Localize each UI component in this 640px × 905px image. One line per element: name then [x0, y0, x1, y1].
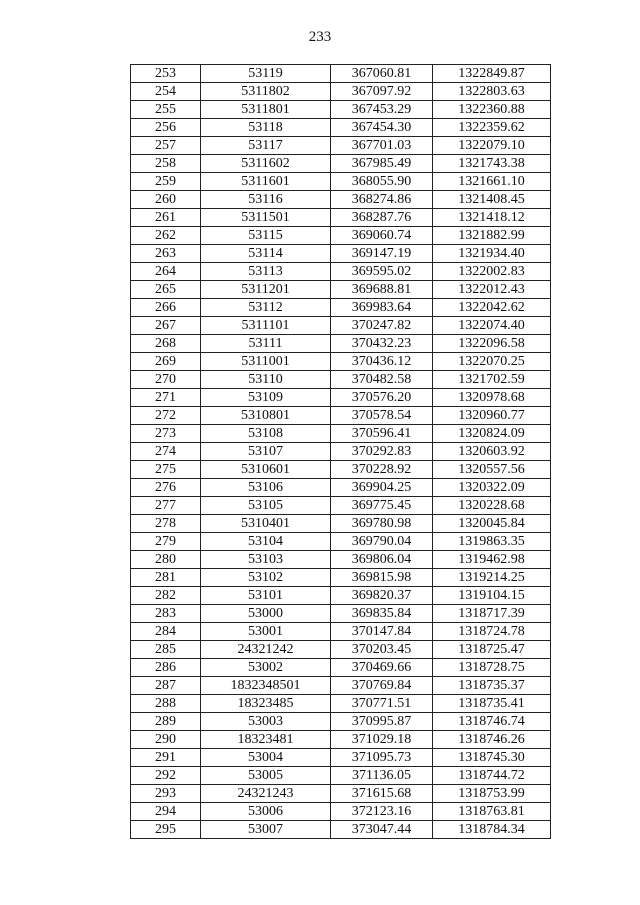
table-row	[131, 281, 551, 299]
y-coordinate-cell: 1322002.83	[433, 263, 551, 281]
table-row	[131, 749, 551, 767]
point-id-cell: 53103	[201, 551, 331, 569]
point-id-cell: 53104	[201, 533, 331, 551]
point-id-cell: 5311602	[201, 155, 331, 173]
y-coordinate-cell: 1322803.63	[433, 83, 551, 101]
point-id-cell: 24321243	[201, 785, 331, 803]
point-id-cell: 53003	[201, 713, 331, 731]
point-number-cell: 255	[131, 101, 201, 119]
table-row	[131, 263, 551, 281]
y-coordinate-cell: 1319214.25	[433, 569, 551, 587]
coordinate-table	[130, 64, 551, 839]
y-coordinate-cell: 1320978.68	[433, 389, 551, 407]
x-coordinate-cell: 369820.37	[331, 587, 433, 605]
y-coordinate-cell: 1319104.15	[433, 587, 551, 605]
y-coordinate-cell: 1318735.37	[433, 677, 551, 695]
point-number-cell: 270	[131, 371, 201, 389]
table-row	[131, 803, 551, 821]
point-id-cell: 53117	[201, 137, 331, 155]
y-coordinate-cell: 1318753.99	[433, 785, 551, 803]
table-row	[131, 479, 551, 497]
y-coordinate-cell: 1318717.39	[433, 605, 551, 623]
point-number-cell: 253	[131, 65, 201, 83]
point-number-cell: 286	[131, 659, 201, 677]
table-row	[131, 551, 551, 569]
point-number-cell: 295	[131, 821, 201, 839]
x-coordinate-cell: 370247.82	[331, 317, 433, 335]
table-row	[131, 407, 551, 425]
table-row	[131, 785, 551, 803]
point-number-cell: 279	[131, 533, 201, 551]
point-number-cell: 264	[131, 263, 201, 281]
y-coordinate-cell: 1319462.98	[433, 551, 551, 569]
x-coordinate-cell: 369060.74	[331, 227, 433, 245]
point-id-cell: 53002	[201, 659, 331, 677]
x-coordinate-cell: 369806.04	[331, 551, 433, 569]
point-id-cell: 18323481	[201, 731, 331, 749]
x-coordinate-cell: 370203.45	[331, 641, 433, 659]
y-coordinate-cell: 1322042.62	[433, 299, 551, 317]
point-id-cell: 53004	[201, 749, 331, 767]
x-coordinate-cell: 369835.84	[331, 605, 433, 623]
table-row	[131, 695, 551, 713]
x-coordinate-cell: 367097.92	[331, 83, 433, 101]
table-row	[131, 299, 551, 317]
y-coordinate-cell: 1320824.09	[433, 425, 551, 443]
table-row	[131, 227, 551, 245]
point-number-cell: 269	[131, 353, 201, 371]
table-row	[131, 731, 551, 749]
x-coordinate-cell: 368055.90	[331, 173, 433, 191]
table-row	[131, 389, 551, 407]
point-number-cell: 283	[131, 605, 201, 623]
x-coordinate-cell: 369688.81	[331, 281, 433, 299]
table-row	[131, 317, 551, 335]
y-coordinate-cell: 1318784.34	[433, 821, 551, 839]
point-number-cell: 262	[131, 227, 201, 245]
point-id-cell: 18323485	[201, 695, 331, 713]
point-id-cell: 53118	[201, 119, 331, 137]
x-coordinate-cell: 367060.81	[331, 65, 433, 83]
y-coordinate-cell: 1318746.74	[433, 713, 551, 731]
x-coordinate-cell: 370228.92	[331, 461, 433, 479]
x-coordinate-cell: 369790.04	[331, 533, 433, 551]
table-row	[131, 83, 551, 101]
point-id-cell: 53110	[201, 371, 331, 389]
y-coordinate-cell: 1318735.41	[433, 695, 551, 713]
point-number-cell: 273	[131, 425, 201, 443]
point-id-cell: 53109	[201, 389, 331, 407]
point-number-cell: 276	[131, 479, 201, 497]
x-coordinate-cell: 369983.64	[331, 299, 433, 317]
table-row	[131, 425, 551, 443]
point-id-cell: 53005	[201, 767, 331, 785]
table-row	[131, 65, 551, 83]
point-number-cell: 278	[131, 515, 201, 533]
table-row	[131, 821, 551, 839]
point-number-cell: 287	[131, 677, 201, 695]
point-id-cell: 53116	[201, 191, 331, 209]
table-row	[131, 605, 551, 623]
point-number-cell: 285	[131, 641, 201, 659]
y-coordinate-cell: 1322070.25	[433, 353, 551, 371]
y-coordinate-cell: 1321418.12	[433, 209, 551, 227]
point-id-cell: 53119	[201, 65, 331, 83]
point-id-cell: 5311501	[201, 209, 331, 227]
point-number-cell: 291	[131, 749, 201, 767]
y-coordinate-cell: 1322012.43	[433, 281, 551, 299]
x-coordinate-cell: 369904.25	[331, 479, 433, 497]
point-number-cell: 263	[131, 245, 201, 263]
x-coordinate-cell: 369775.45	[331, 497, 433, 515]
x-coordinate-cell: 371095.73	[331, 749, 433, 767]
point-id-cell: 53102	[201, 569, 331, 587]
x-coordinate-cell: 370292.83	[331, 443, 433, 461]
point-number-cell: 254	[131, 83, 201, 101]
table-row	[131, 515, 551, 533]
table-row	[131, 209, 551, 227]
y-coordinate-cell: 1321661.10	[433, 173, 551, 191]
y-coordinate-cell: 1320322.09	[433, 479, 551, 497]
y-coordinate-cell: 1322079.10	[433, 137, 551, 155]
x-coordinate-cell: 368287.76	[331, 209, 433, 227]
point-number-cell: 289	[131, 713, 201, 731]
point-number-cell: 282	[131, 587, 201, 605]
y-coordinate-cell: 1318746.26	[433, 731, 551, 749]
x-coordinate-cell: 367454.30	[331, 119, 433, 137]
x-coordinate-cell: 371029.18	[331, 731, 433, 749]
table-row	[131, 443, 551, 461]
table-row	[131, 713, 551, 731]
y-coordinate-cell: 1322360.88	[433, 101, 551, 119]
point-id-cell: 5310401	[201, 515, 331, 533]
table-row	[131, 335, 551, 353]
point-id-cell: 5311802	[201, 83, 331, 101]
page-number: 233	[308, 29, 332, 45]
y-coordinate-cell: 1321934.40	[433, 245, 551, 263]
x-coordinate-cell: 373047.44	[331, 821, 433, 839]
point-id-cell: 53108	[201, 425, 331, 443]
y-coordinate-cell: 1320228.68	[433, 497, 551, 515]
y-coordinate-cell: 1322359.62	[433, 119, 551, 137]
x-coordinate-cell: 369147.19	[331, 245, 433, 263]
y-coordinate-cell: 1322849.87	[433, 65, 551, 83]
point-number-cell: 292	[131, 767, 201, 785]
y-coordinate-cell: 1321882.99	[433, 227, 551, 245]
point-id-cell: 24321242	[201, 641, 331, 659]
point-number-cell: 294	[131, 803, 201, 821]
point-number-cell: 260	[131, 191, 201, 209]
point-number-cell: 267	[131, 317, 201, 335]
point-id-cell: 53113	[201, 263, 331, 281]
table-row	[131, 119, 551, 137]
y-coordinate-cell: 1320557.56	[433, 461, 551, 479]
point-id-cell: 53112	[201, 299, 331, 317]
x-coordinate-cell: 371615.68	[331, 785, 433, 803]
table-row	[131, 497, 551, 515]
point-id-cell: 53105	[201, 497, 331, 515]
point-number-cell: 284	[131, 623, 201, 641]
x-coordinate-cell: 370432.23	[331, 335, 433, 353]
table-row	[131, 101, 551, 119]
table-row	[131, 767, 551, 785]
point-number-cell: 268	[131, 335, 201, 353]
point-number-cell: 280	[131, 551, 201, 569]
table-row	[131, 659, 551, 677]
table-row	[131, 587, 551, 605]
point-number-cell: 281	[131, 569, 201, 587]
x-coordinate-cell: 371136.05	[331, 767, 433, 785]
x-coordinate-cell: 370147.84	[331, 623, 433, 641]
point-id-cell: 53000	[201, 605, 331, 623]
point-id-cell: 53006	[201, 803, 331, 821]
point-id-cell: 53115	[201, 227, 331, 245]
point-id-cell: 5310601	[201, 461, 331, 479]
x-coordinate-cell: 367453.29	[331, 101, 433, 119]
table-row	[131, 155, 551, 173]
x-coordinate-cell: 367985.49	[331, 155, 433, 173]
point-id-cell: 1832348501	[201, 677, 331, 695]
point-number-cell: 290	[131, 731, 201, 749]
x-coordinate-cell: 370482.58	[331, 371, 433, 389]
table-row	[131, 353, 551, 371]
point-number-cell: 266	[131, 299, 201, 317]
y-coordinate-cell: 1318763.81	[433, 803, 551, 821]
point-number-cell: 293	[131, 785, 201, 803]
point-id-cell: 53111	[201, 335, 331, 353]
point-number-cell: 271	[131, 389, 201, 407]
y-coordinate-cell: 1320960.77	[433, 407, 551, 425]
y-coordinate-cell: 1322074.40	[433, 317, 551, 335]
x-coordinate-cell: 370769.84	[331, 677, 433, 695]
y-coordinate-cell: 1320603.92	[433, 443, 551, 461]
point-number-cell: 288	[131, 695, 201, 713]
point-id-cell: 53107	[201, 443, 331, 461]
point-number-cell: 256	[131, 119, 201, 137]
point-id-cell: 5311201	[201, 281, 331, 299]
point-number-cell: 259	[131, 173, 201, 191]
point-id-cell: 53007	[201, 821, 331, 839]
x-coordinate-cell: 370771.51	[331, 695, 433, 713]
point-number-cell: 257	[131, 137, 201, 155]
table-row	[131, 569, 551, 587]
y-coordinate-cell: 1321408.45	[433, 191, 551, 209]
x-coordinate-cell: 370596.41	[331, 425, 433, 443]
x-coordinate-cell: 370995.87	[331, 713, 433, 731]
y-coordinate-cell: 1318728.75	[433, 659, 551, 677]
point-number-cell: 265	[131, 281, 201, 299]
table-row	[131, 371, 551, 389]
point-id-cell: 53101	[201, 587, 331, 605]
y-coordinate-cell: 1318745.30	[433, 749, 551, 767]
point-number-cell: 274	[131, 443, 201, 461]
x-coordinate-cell: 369780.98	[331, 515, 433, 533]
x-coordinate-cell: 370578.54	[331, 407, 433, 425]
point-id-cell: 5311801	[201, 101, 331, 119]
table-row	[131, 533, 551, 551]
point-id-cell: 5311101	[201, 317, 331, 335]
table-row	[131, 623, 551, 641]
y-coordinate-cell: 1318724.78	[433, 623, 551, 641]
table-row	[131, 461, 551, 479]
point-id-cell: 5311001	[201, 353, 331, 371]
point-number-cell: 272	[131, 407, 201, 425]
table-row	[131, 677, 551, 695]
point-id-cell: 5311601	[201, 173, 331, 191]
y-coordinate-cell: 1318744.72	[433, 767, 551, 785]
point-number-cell: 277	[131, 497, 201, 515]
table-row	[131, 191, 551, 209]
y-coordinate-cell: 1322096.58	[433, 335, 551, 353]
table-row	[131, 641, 551, 659]
table-body	[131, 65, 551, 839]
x-coordinate-cell: 368274.86	[331, 191, 433, 209]
point-id-cell: 53114	[201, 245, 331, 263]
point-id-cell: 5310801	[201, 407, 331, 425]
point-number-cell: 261	[131, 209, 201, 227]
table-row	[131, 245, 551, 263]
y-coordinate-cell: 1321743.38	[433, 155, 551, 173]
x-coordinate-cell: 370576.20	[331, 389, 433, 407]
point-number-cell: 275	[131, 461, 201, 479]
y-coordinate-cell: 1318725.47	[433, 641, 551, 659]
y-coordinate-cell: 1319863.35	[433, 533, 551, 551]
y-coordinate-cell: 1320045.84	[433, 515, 551, 533]
point-id-cell: 53106	[201, 479, 331, 497]
point-number-cell: 258	[131, 155, 201, 173]
table-row	[131, 173, 551, 191]
x-coordinate-cell: 370469.66	[331, 659, 433, 677]
x-coordinate-cell: 370436.12	[331, 353, 433, 371]
table-row	[131, 137, 551, 155]
x-coordinate-cell: 369595.02	[331, 263, 433, 281]
x-coordinate-cell: 369815.98	[331, 569, 433, 587]
point-id-cell: 53001	[201, 623, 331, 641]
y-coordinate-cell: 1321702.59	[433, 371, 551, 389]
x-coordinate-cell: 367701.03	[331, 137, 433, 155]
x-coordinate-cell: 372123.16	[331, 803, 433, 821]
